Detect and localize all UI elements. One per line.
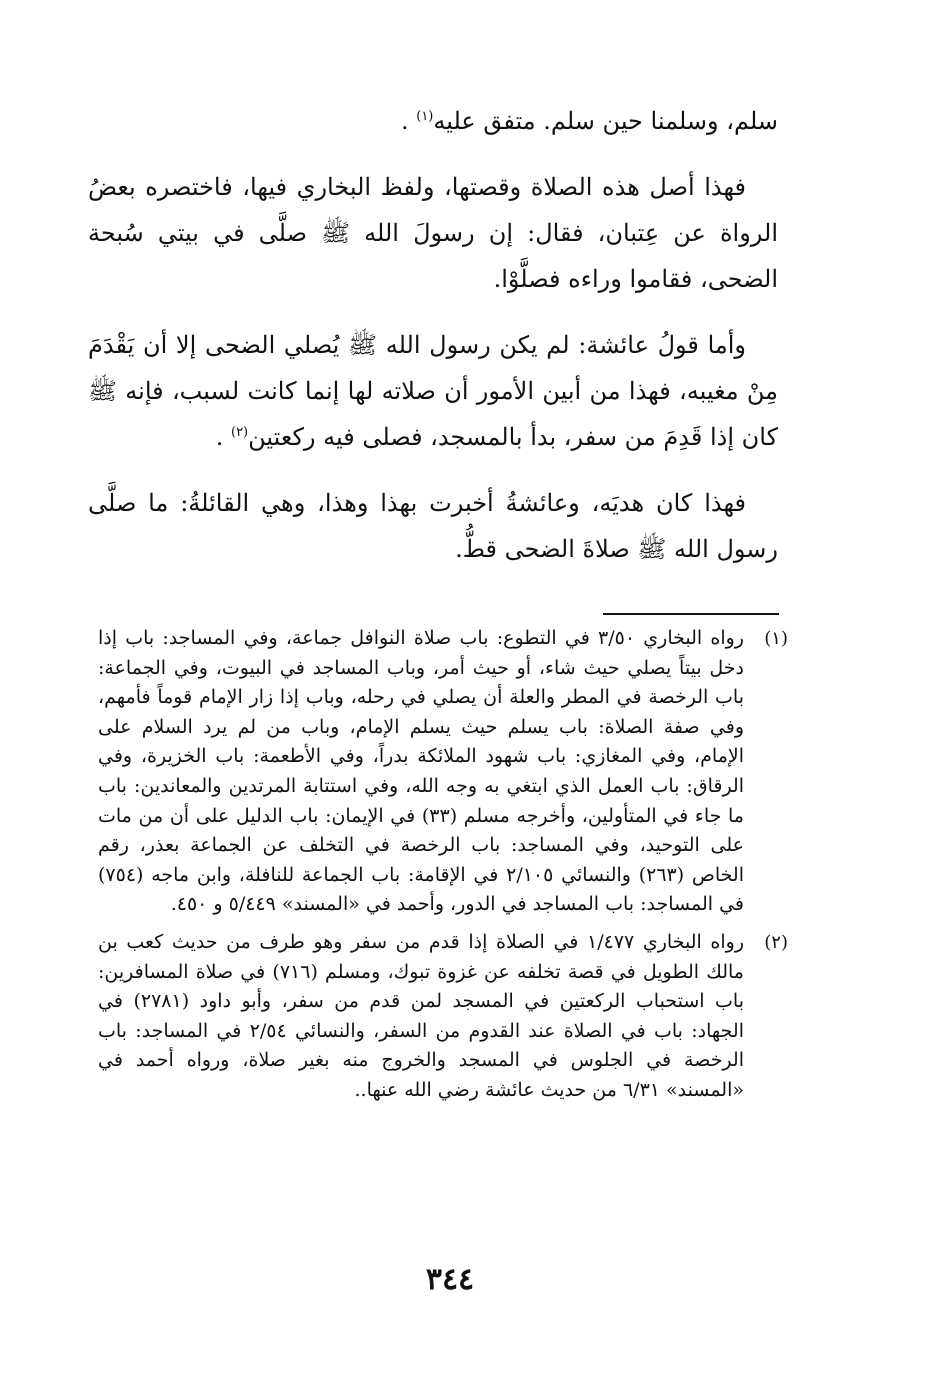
footnote-ref-2: (٢) xyxy=(230,425,249,440)
paragraph-2: فهذا أصل هذه الصلاة وقصتها، ولفظ البخاري فيها، فاختصره بعضُ الرواة عن عِتبان، فقال: إن رسولَ الله ﷺ صلَّى في بيتي سُبحة الضحى، فقاموا وراءه فصلَّوْا. xyxy=(88,173,779,293)
paragraph-3 xyxy=(88,322,778,460)
paragraph-3-text: وأما قولُ عائشة: لم يكن رسول الله ﷺ يُصلي الضحى إلا أن يَقْدَمَ مِنْ مغيبه، فهذا من أبين الأمور أن صلاته لها إنما كانت لسبب، فإنه ﷺ كان إذا قَدِمَ من سفر، بدأ بالمسجد، فصلى فيه ركعتين xyxy=(88,331,778,451)
paragraph-1 xyxy=(88,98,778,144)
paragraph-3-end: . xyxy=(215,423,224,451)
paragraph-4: فهذا كان هديَه، وعائشةُ أخبرت بهذا وهذا، وهي القائلةُ: ما صلَّى رسول الله ﷺ صلاةَ الضحى قطُّ. xyxy=(88,489,778,563)
main-text xyxy=(88,98,778,572)
footnote-1 xyxy=(98,624,788,920)
footnote-text: رواه البخاري ١/٤٧٧ في الصلاة إذا قدم من سفر وهو طرف من حديث كعب بن مالك الطويل في قصة تخلفه عن غزوة تبوك، ومسلم (٧١٦) في صلاة المسافرين: باب استحباب الركعتين في المسجد لمن قدم من سفر، وأبو داود (٢٧٨١) في الجهاد: باب في الصلاة عند القدوم من السفر، والنسائي ٢/٥٤ في المساجد: باب الرخصة في الجلوس في المسجد والخروج منه بغير صلاة، ورواه أحمد في «المسند» ٦/٣١ من حديث عائشة رضي الله عنها.. xyxy=(98,930,745,1101)
footnote-ref-1: (١) xyxy=(416,109,434,124)
footnote-2 xyxy=(98,928,788,1106)
paragraph-1-end: . xyxy=(400,107,409,135)
footnote-number: (٢) xyxy=(764,931,788,953)
footnote-separator xyxy=(603,613,779,615)
footnote-number: (١) xyxy=(764,628,788,649)
page-number: ٣٤٤ xyxy=(425,1262,475,1297)
paragraph-1-text: سلم، وسلمنا حين سلم. متفق عليه xyxy=(433,107,778,135)
footnotes xyxy=(98,624,788,1106)
footnote-text: رواه البخاري ٣/٥٠ في التطوع: باب صلاة النوافل جماعة، وفي المساجد: باب إذا دخل بيتاً يصلي حيث شاء، أو حيث أمر، وباب المساجد في البيوت، وفي الجماعة: باب الرخصة في المطر والعلة أن يصلي في رحله، وباب إذا زار الإمام قوماً فأمهم، وفي صفة الصلاة: باب يسلم حيث يسلم الإمام، وباب من لم يرد السلام على الإمام، وفي المغازي: باب شهود الملائكة بدراً، وفي الأطعمة: باب الخزيرة، وفي الرقاق: باب العمل الذي ابتغي به وجه الله، وفي استتابة المرتدين والمعاندين: باب ما جاء في المتأولين، وأخرجه مسلم (٣٣) في الإيمان: باب الدليل على أن من مات على التوحيد، وفي المساجد: باب الرخصة في التخلف عن الجماعة بعذر، رقم الخاص (٢٦٣) والنسائي ٢/١٠٥ في الإقامة: باب الجماعة للنافلة، وابن ماجه (٧٥٤) في المساجد: باب المساجد في الدور، وأحمد في «المسند» ٥/٤٤٩ و ٤٥٠. xyxy=(98,627,745,916)
